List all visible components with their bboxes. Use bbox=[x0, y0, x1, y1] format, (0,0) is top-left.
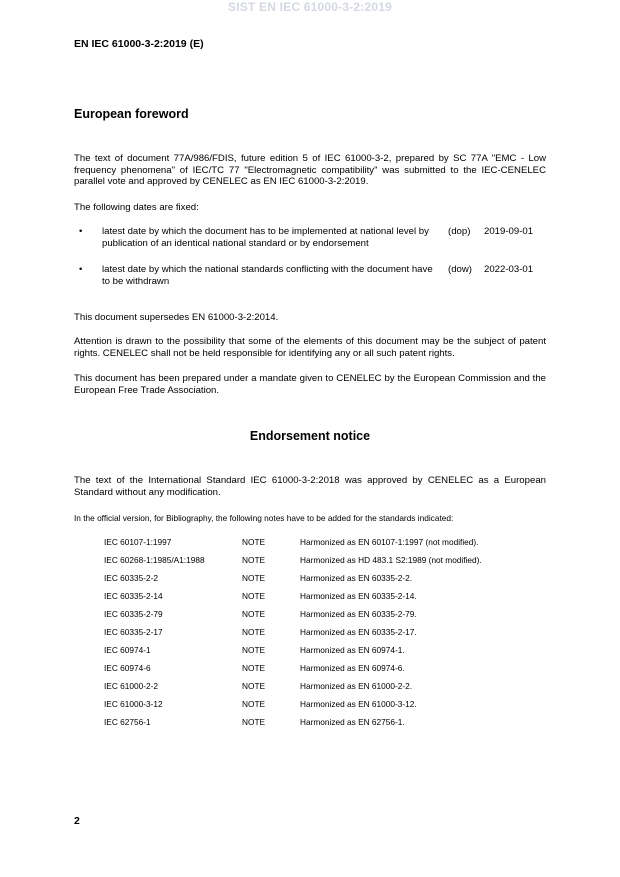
table-row bbox=[104, 555, 544, 573]
date-value: 2019-09-01 bbox=[484, 226, 534, 237]
table-row bbox=[104, 681, 544, 699]
table-row bbox=[104, 717, 544, 735]
table-row bbox=[104, 645, 544, 663]
page-number: 2 bbox=[74, 815, 80, 827]
date-code: (dow) bbox=[448, 264, 472, 275]
note-label: NOTE bbox=[242, 573, 266, 583]
patent-notice: Attention is drawn to the possibility that some of the elements of this document may be the subject of patent rights. CENELEC shall not be held responsible for identifying any or all such patent rights. bbox=[74, 336, 546, 359]
harmonized-text: Harmonized as EN 62756-1. bbox=[300, 717, 405, 727]
standard-ref: IEC 60335-2-17 bbox=[104, 627, 163, 637]
note-label: NOTE bbox=[242, 645, 266, 655]
harmonized-text: Harmonized as EN 61000-3-12. bbox=[300, 699, 417, 709]
standard-ref: IEC 60335-2-14 bbox=[104, 591, 163, 601]
standard-ref: IEC 60335-2-2 bbox=[104, 573, 158, 583]
note-label: NOTE bbox=[242, 609, 266, 619]
note-label: NOTE bbox=[242, 681, 266, 691]
table-row bbox=[104, 663, 544, 681]
table-row bbox=[104, 699, 544, 717]
endorsement-text: The text of the International Standard IEC 61000-3-2:2018 was approved by CENELEC as a European Standard without any modification. bbox=[74, 475, 546, 498]
mandate-text: This document has been prepared under a mandate given to CENELEC by the European Commission and the European Free Trade Association. bbox=[74, 373, 546, 396]
foreword-intro: The text of document 77A/986/FDIS, future edition 5 of IEC 61000-3-2, prepared by SC 77A "EMC - Low frequency phenomena" of IEC/TC 77 "Electromagnetic compatibility" was submitted to the IEC-CENELEC parallel vote and approved by CENELEC as EN IEC 61000-3-2:2019. bbox=[74, 153, 546, 187]
bullet: • bbox=[79, 264, 83, 275]
harmonized-text: Harmonized as EN 60107-1:1997 (not modified). bbox=[300, 537, 479, 547]
endorsement-heading: Endorsement notice bbox=[249, 429, 371, 443]
harmonized-text: Harmonized as HD 483.1 S2:1989 (not modified). bbox=[300, 555, 482, 565]
supersedes-text: This document supersedes EN 61000-3-2:2014. bbox=[74, 312, 279, 323]
standard-ref: IEC 60268-1:1985/A1:1988 bbox=[104, 555, 205, 565]
date-code: (dop) bbox=[448, 226, 471, 237]
note-label: NOTE bbox=[242, 555, 266, 565]
table-row bbox=[104, 573, 544, 591]
harmonized-text: Harmonized as EN 61000-2-2. bbox=[300, 681, 413, 691]
note-label: NOTE bbox=[242, 699, 266, 709]
bibliography-intro: In the official version, for Bibliography, the following notes have to be added for the standards indicated: bbox=[74, 513, 454, 523]
note-label: NOTE bbox=[242, 627, 266, 637]
harmonized-text: Harmonized as EN 60335-2-79. bbox=[300, 609, 417, 619]
table-row bbox=[104, 609, 544, 627]
harmonized-text: Harmonized as EN 60974-6. bbox=[300, 663, 405, 673]
dates-intro: The following dates are fixed: bbox=[74, 202, 199, 213]
watermark: SIST EN IEC 61000-3-2:2019 bbox=[228, 0, 392, 14]
table-row bbox=[104, 627, 544, 645]
date-description: latest date by which the national standards conflicting with the document have to be withdrawn bbox=[102, 264, 433, 287]
standard-ref: IEC 60974-1 bbox=[104, 645, 151, 655]
date-description: latest date by which the document has to be implemented at national level by publication of an identical national standard or by endorsement bbox=[102, 226, 429, 249]
bullet: • bbox=[79, 226, 83, 237]
standard-ref: IEC 60974-6 bbox=[104, 663, 151, 673]
note-label: NOTE bbox=[242, 663, 266, 673]
note-label: NOTE bbox=[242, 537, 266, 547]
table-row bbox=[104, 537, 544, 555]
note-label: NOTE bbox=[242, 717, 266, 727]
document-id: EN IEC 61000-3-2:2019 (E) bbox=[74, 38, 204, 50]
harmonized-text: Harmonized as EN 60335-2-17. bbox=[300, 627, 417, 637]
harmonized-text: Harmonized as EN 60974-1. bbox=[300, 645, 405, 655]
foreword-heading: European foreword bbox=[74, 107, 189, 121]
standard-ref: IEC 61000-2-2 bbox=[104, 681, 158, 691]
table-row bbox=[104, 591, 544, 609]
note-label: NOTE bbox=[242, 591, 266, 601]
harmonized-text: Harmonized as EN 60335-2-2. bbox=[300, 573, 413, 583]
standard-ref: IEC 60335-2-79 bbox=[104, 609, 163, 619]
standard-ref: IEC 60107-1:1997 bbox=[104, 537, 172, 547]
harmonized-text: Harmonized as EN 60335-2-14. bbox=[300, 591, 417, 601]
standard-ref: IEC 61000-3-12 bbox=[104, 699, 163, 709]
date-value: 2022-03-01 bbox=[484, 264, 534, 275]
standard-ref: IEC 62756-1 bbox=[104, 717, 151, 727]
